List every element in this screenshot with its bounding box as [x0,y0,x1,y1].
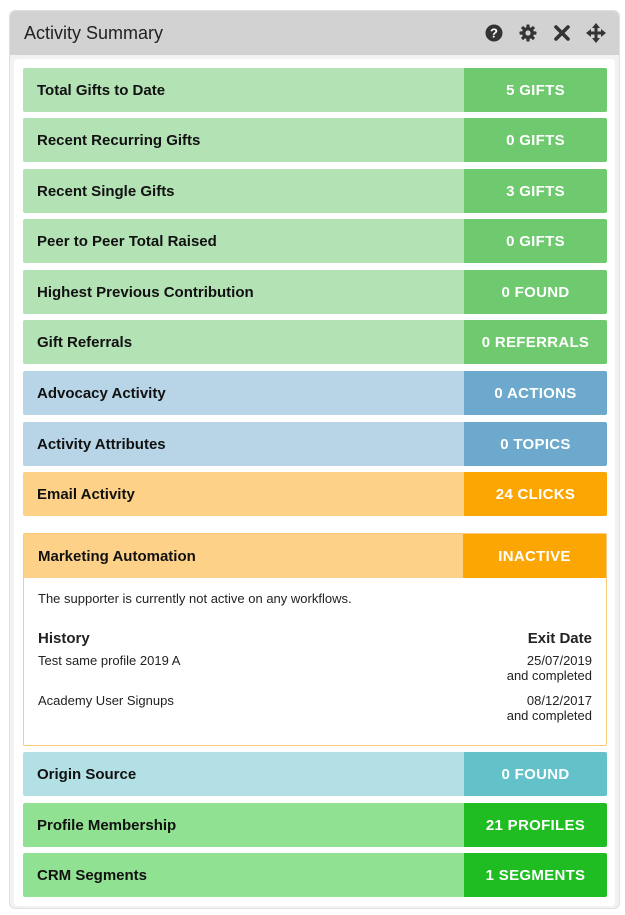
row-value: 0 FOUND [464,270,607,314]
row-label: Recent Recurring Gifts [23,118,464,162]
row-label: Origin Source [23,752,464,796]
panel-body [14,59,615,906]
row-label: Peer to Peer Total Raised [23,219,464,263]
row-gift-referrals[interactable] [23,320,607,364]
row-label: Profile Membership [23,803,464,847]
row-marketing-automation[interactable] [24,534,606,578]
row-value: 0 REFERRALS [464,320,607,364]
exit-date-heading: Exit Date [527,630,592,647]
row-email-activity[interactable] [23,472,607,516]
row-value: 0 GIFTS [464,118,607,162]
row-label: Gift Referrals [23,320,464,364]
row-label: Marketing Automation [24,534,463,578]
row-recurring-gifts[interactable] [23,118,607,162]
move-icon[interactable] [585,22,607,44]
history-exit-date [507,653,592,683]
row-total-gifts[interactable] [23,68,607,112]
row-single-gifts[interactable] [23,169,607,213]
exit-date-value: 25/07/2019 [526,653,592,668]
history-row [38,653,592,683]
row-advocacy-activity[interactable] [23,371,607,415]
history-row [38,693,592,723]
history-name: Test same profile 2019 A [38,653,181,668]
row-activity-attributes[interactable] [23,422,607,466]
row-label: CRM Segments [23,853,464,897]
history-name: Academy User Signups [38,693,174,708]
marketing-automation-details [24,578,606,723]
row-label: Highest Previous Contribution [23,270,464,314]
panel-header [10,11,619,55]
row-label: Advocacy Activity [23,371,464,415]
history-exit-date [507,693,592,723]
header-icons [483,22,607,44]
row-label: Activity Attributes [23,422,464,466]
row-value: 0 FOUND [464,752,607,796]
close-icon[interactable] [551,22,573,44]
row-value: 21 PROFILES [464,803,607,847]
activity-summary-panel [9,10,620,909]
row-value: INACTIVE [463,534,606,578]
row-label: Total Gifts to Date [23,68,464,112]
row-value: 1 SEGMENTS [464,853,607,897]
help-icon[interactable] [483,22,505,44]
row-origin-source[interactable] [23,752,607,796]
row-label: Recent Single Gifts [23,169,464,213]
marketing-automation-section [23,533,607,746]
workflow-status-text: The supporter is currently not active on any workflows. [38,591,352,606]
history-header [38,630,592,647]
row-profile-membership[interactable] [23,803,607,847]
panel-title: Activity Summary [24,22,164,43]
row-value: 0 TOPICS [464,422,607,466]
row-crm-segments[interactable] [23,853,607,897]
row-value: 3 GIFTS [464,169,607,213]
gear-icon[interactable] [517,22,539,44]
history-heading: History [38,630,90,647]
row-highest-contribution[interactable] [23,270,607,314]
row-label: Email Activity [23,472,464,516]
svg-text:?: ? [490,25,498,41]
row-value: 5 GIFTS [464,68,607,112]
row-p2p-raised[interactable] [23,219,607,263]
exit-status: and completed [506,668,592,683]
exit-status: and completed [506,708,592,723]
row-value: 24 CLICKS [464,472,607,516]
row-value: 0 ACTIONS [464,371,607,415]
row-value: 0 GIFTS [464,219,607,263]
exit-date-value: 08/12/2017 [526,693,592,708]
